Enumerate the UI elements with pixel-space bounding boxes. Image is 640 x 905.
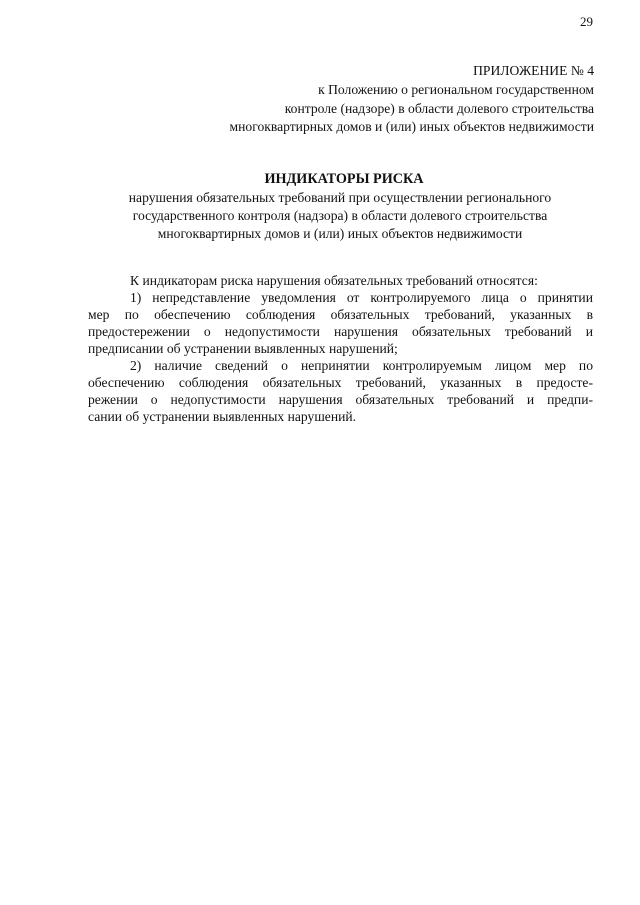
- item-line: предписании об устранении выявленных нарушений;: [88, 341, 398, 356]
- document-subtitle: [60, 189, 620, 243]
- subtitle-line: многоквартирных домов и (или) иных объектов недвижимости: [157, 226, 523, 241]
- appendix-title: ПРИЛОЖЕНИЕ № 4: [473, 63, 594, 78]
- appendix-line: многоквартирных домов и (или) иных объектов недвижимости: [229, 119, 594, 135]
- risk-indicator-item-2: [88, 357, 593, 425]
- appendix-line: к Положению о региональном государственном: [318, 82, 594, 98]
- appendix-line: контроле (надзоре) в области долевого строительства: [284, 100, 594, 116]
- item-line: обеспечению соблюдения обязательных требований, указанных в предосте-: [88, 375, 593, 390]
- item-line: 1) непредставление уведомления от контролируемого лица о принятии: [130, 290, 593, 305]
- item-line: предостережении о недопустимости нарушения обязательных требований и: [88, 324, 593, 339]
- document-body: [88, 272, 593, 425]
- item-line: сании об устранении выявленных нарушений.: [88, 409, 357, 424]
- risk-indicator-item-1: [88, 289, 593, 357]
- page-number: 29: [580, 14, 593, 29]
- item-line: мер по обеспечению соблюдения обязательных требований, указанных в: [88, 307, 593, 322]
- document-heading: [60, 170, 620, 243]
- intro-paragraph: К индикаторам риска нарушения обязательных требований относятся:: [130, 273, 538, 288]
- appendix-header: [114, 62, 594, 137]
- item-line: режении о недопустимости нарушения обязательных требований и предпи-: [88, 392, 593, 407]
- subtitle-line: государственного контроля (надзора) в области долевого строительства: [132, 208, 548, 223]
- subtitle-line: нарушения обязательных требований при осуществлении регионального: [128, 190, 552, 205]
- item-line: 2) наличие сведений о непринятии контролируемым лицом мер по: [130, 358, 593, 373]
- document-title: ИНДИКАТОРЫ РИСКА: [264, 171, 424, 187]
